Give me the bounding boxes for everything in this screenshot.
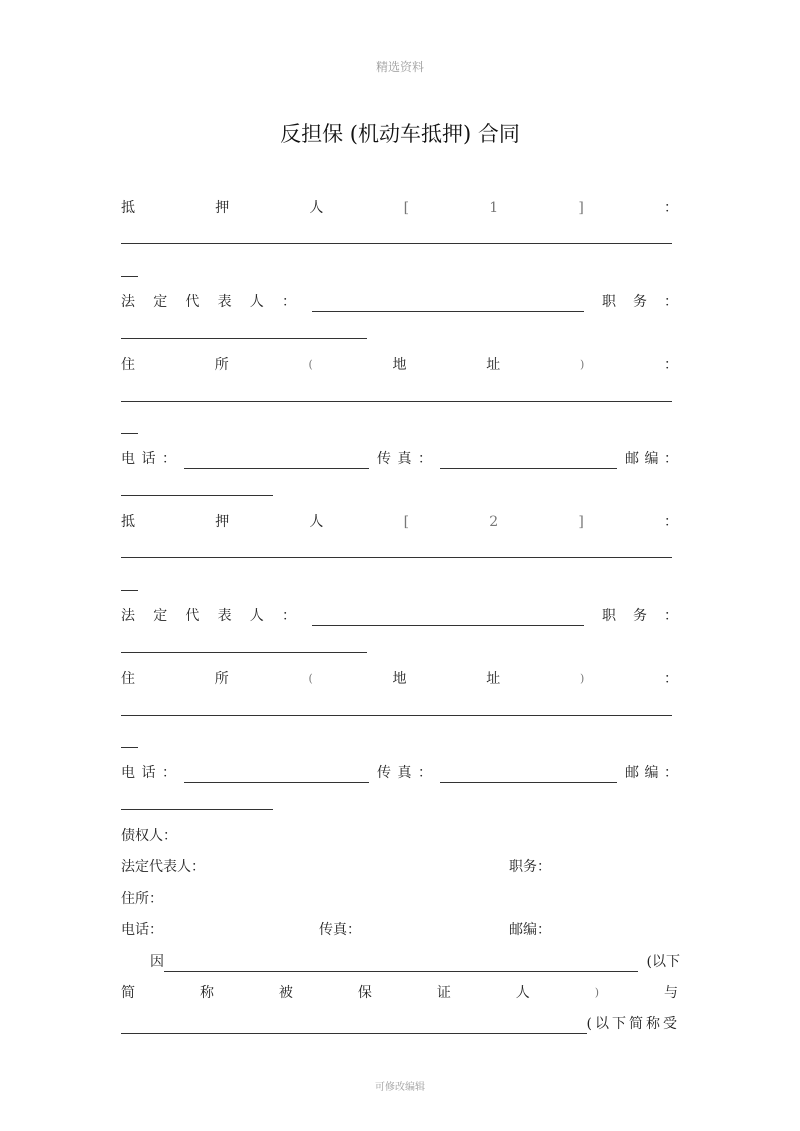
mortgagor-1-name-line-end <box>121 276 138 277</box>
char: 真 <box>397 765 412 781</box>
char: 传 <box>377 451 391 467</box>
char: 人 <box>515 985 530 1001</box>
mortgagor-1-label <box>121 198 678 218</box>
mortgagor-1-phone-line[interactable] <box>184 451 369 469</box>
char: 抵 <box>121 200 135 216</box>
char: 职 <box>602 608 616 624</box>
mortgagor-2-position-label <box>602 606 678 626</box>
char: ] <box>578 514 584 530</box>
mortgagor-1-address-label <box>121 355 678 375</box>
char: 邮 <box>625 765 639 781</box>
char: 表 <box>217 608 232 624</box>
char: ： <box>162 765 176 781</box>
mortgagor-1-address-line[interactable] <box>121 401 672 402</box>
creditor-label: 债权人： <box>121 828 177 844</box>
mortgagor-2-rep-row <box>121 606 678 626</box>
char: ： <box>664 608 678 624</box>
char: 职 <box>602 294 616 310</box>
char: ) <box>579 672 585 685</box>
char: 抵 <box>121 514 135 530</box>
char: 邮 <box>625 451 639 467</box>
mortgagor-2-address-line[interactable] <box>121 715 672 716</box>
mortgagor-1-postcode-line[interactable] <box>121 495 273 496</box>
mortgagor-2-postcode-line[interactable] <box>121 809 273 810</box>
mortgagor-2-phone-line[interactable] <box>184 765 369 783</box>
char: ) <box>579 358 585 371</box>
mortgagor-2-label <box>121 512 678 532</box>
because-text: 因 <box>150 954 164 970</box>
char: 被 <box>278 985 293 1001</box>
char: 押 <box>215 514 230 530</box>
mortgagor-1-phone-label <box>121 449 176 469</box>
mortgagor-2-fax-line[interactable] <box>440 765 617 783</box>
body-line-3 <box>121 1014 680 1034</box>
char: 话 <box>141 765 156 781</box>
char: 代 <box>185 294 200 310</box>
mortgagor-1-position-label <box>602 292 678 312</box>
char: 人 <box>309 200 324 216</box>
char: ： <box>664 357 678 373</box>
char: 简 <box>121 985 135 1001</box>
char: 务 <box>633 608 647 624</box>
char: ： <box>281 294 296 310</box>
mortgagor-2-name-line[interactable] <box>121 557 672 558</box>
counter-guarantee-party-line[interactable] <box>121 1016 587 1034</box>
mortgagor-1-position-line[interactable] <box>121 338 367 339</box>
char: ： <box>664 294 678 310</box>
char: 法 <box>121 608 135 624</box>
char: ： <box>664 765 678 781</box>
char: 人 <box>249 294 264 310</box>
mortgagor-1-address-line-end <box>121 433 138 434</box>
char: ) <box>594 986 600 999</box>
char: [ <box>403 514 410 530</box>
char: ( <box>308 358 313 371</box>
hereinafter-abbrev-text: (以下简称受 <box>586 1016 680 1032</box>
char: 人 <box>249 608 264 624</box>
char: 定 <box>153 608 168 624</box>
char: 称 <box>199 985 214 1001</box>
guaranteed-party-line[interactable] <box>164 954 638 972</box>
creditor-postcode-label: 邮编： <box>509 922 551 938</box>
mortgagor-2-fax-label <box>377 763 432 783</box>
char: 电 <box>121 765 135 781</box>
mortgagor-1-rep-line[interactable] <box>312 294 584 312</box>
char: 编 <box>644 451 659 467</box>
char: ： <box>418 451 432 467</box>
mortgagor-2-postcode-label <box>625 763 678 783</box>
char: ： <box>281 608 296 624</box>
char: ： <box>664 451 678 467</box>
char: 与 <box>663 985 678 1001</box>
mortgagor-1-postcode-label <box>625 449 678 469</box>
creditor-position-label: 职务： <box>509 859 551 875</box>
char: 押 <box>215 200 230 216</box>
char: 址 <box>486 357 501 373</box>
mortgagor-2-rep-line[interactable] <box>312 608 584 626</box>
creditor-phone-label: 电话： <box>121 922 163 938</box>
char: 地 <box>392 671 407 687</box>
mortgagor-2-contact-row <box>121 763 678 783</box>
char: [ <box>403 200 410 216</box>
char: ： <box>663 200 678 216</box>
char: 2 <box>489 514 499 530</box>
mortgagor-1-fax-label <box>377 449 432 469</box>
creditor-address-label: 住所： <box>121 891 163 907</box>
char: 住 <box>121 357 135 373</box>
char: 保 <box>357 985 372 1001</box>
char: 传 <box>377 765 391 781</box>
char: 电 <box>121 451 135 467</box>
mortgagor-2-rep-label <box>121 606 296 626</box>
char: 务 <box>633 294 647 310</box>
char: 所 <box>214 671 229 687</box>
mortgagor-2-position-line[interactable] <box>121 652 367 653</box>
char: 代 <box>185 608 200 624</box>
mortgagor-1-rep-label <box>121 292 296 312</box>
creditor-rep-label: 法定代表人： <box>121 859 205 875</box>
mortgagor-1-contact-row <box>121 449 678 469</box>
contract-title: 反担保 (机动车抵押) 合同 <box>280 122 520 146</box>
char: ( <box>308 672 313 685</box>
page-header: 精选资料 <box>375 60 424 74</box>
char: 表 <box>217 294 232 310</box>
char: 真 <box>397 451 412 467</box>
char: ： <box>663 514 678 530</box>
mortgagor-2-phone-label <box>121 763 176 783</box>
body-line-2 <box>121 983 678 1003</box>
char: ： <box>418 765 432 781</box>
mortgagor-1-rep-row <box>121 292 678 312</box>
char: 定 <box>153 294 168 310</box>
char: 所 <box>214 357 229 373</box>
char: 人 <box>309 514 324 530</box>
char: 址 <box>486 671 501 687</box>
mortgagor-2-address-line-end <box>121 747 138 748</box>
char: ： <box>162 451 176 467</box>
char: 证 <box>436 985 451 1001</box>
creditor-fax-label: 传真： <box>319 922 361 938</box>
page-footer: 可修改编辑 <box>375 1082 425 1093</box>
char: 1 <box>489 200 499 216</box>
char: ： <box>664 671 678 687</box>
mortgagor-1-fax-line[interactable] <box>440 451 617 469</box>
mortgagor-1-name-line[interactable] <box>121 243 672 244</box>
hereinafter-text: (以下 <box>646 954 680 970</box>
mortgagor-2-address-label <box>121 669 678 689</box>
char: ] <box>578 200 584 216</box>
char: 话 <box>141 451 156 467</box>
char: 编 <box>644 765 659 781</box>
mortgagor-2-name-line-end <box>121 590 138 591</box>
char: 住 <box>121 671 135 687</box>
char: 法 <box>121 294 135 310</box>
body-line-1 <box>150 952 680 972</box>
char: 地 <box>392 357 407 373</box>
